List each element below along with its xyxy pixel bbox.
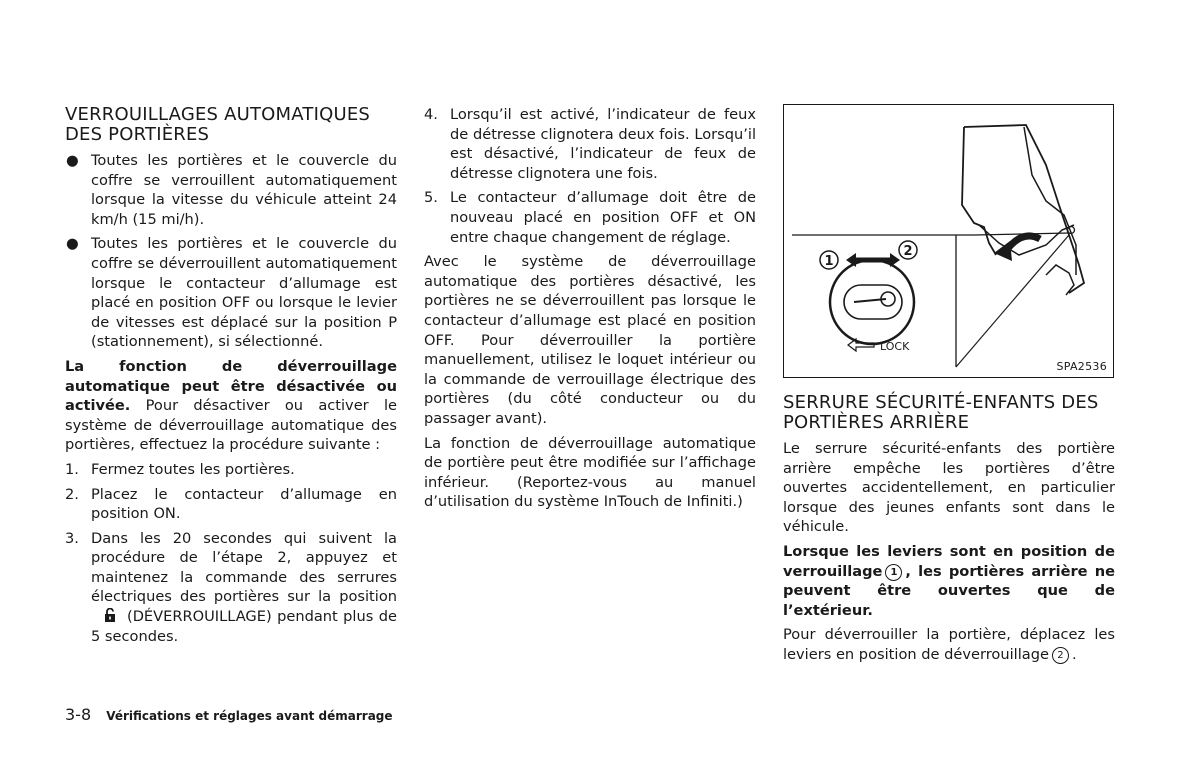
list-item: 2. Placez le contacteur d’allumage en position ON. <box>65 485 397 523</box>
lock-label: LOCK <box>880 340 910 353</box>
column-left <box>65 105 397 651</box>
paragraph-bold: Lorsque les leviers sont en position de verrouillage 1 , les portières arrière ne peuvent être ouvertes que de l’extérieur. <box>783 542 1115 619</box>
figure-code: SPA2536 <box>1056 360 1107 373</box>
column-right <box>783 393 1115 670</box>
paragraph: Pour déverrouiller la portière, déplacez les leviers en position de déverrouillage 2 . <box>783 626 1115 663</box>
paragraph: Le serrure sécurité-enfants des portière arrière empêche les portières d’être ouvertes accidentellement, en particulier lorsque des jeunes enfants sont dans le véhicule. <box>783 440 1115 536</box>
bullet-icon: ● <box>66 152 79 169</box>
marker-1-label: 1 <box>824 254 834 269</box>
page-number: 3-8 <box>65 705 92 724</box>
list-item: 3. Dans les 20 secondes qui suivent la procédure de l’étape 2, appuyez et maintenez la commande des serrures électriques des portières sur la position (DÉVERROUILLAGE) pendant plus de 5 secondes. <box>65 529 397 645</box>
section-title: Vérifications et réglages avant démarrage <box>106 709 393 723</box>
column-middle <box>424 105 756 517</box>
paragraph: La fonction de déverrouillage automatique de portière peut être modifiée sur l’affichage inférieur. (Reportez-vous au manuel d’utilisation du système InTouch de Infiniti.) <box>424 434 756 511</box>
list-item: ● Toutes les portières et le couvercle du coffre se verrouillent automatiquement lorsque la vitesse du véhicule atteint 24 km/h (15 mi/h). <box>66 152 397 228</box>
marker-2-label: 2 <box>903 244 913 259</box>
page-footer <box>65 705 393 724</box>
unlock-icon <box>103 608 117 622</box>
list-item: 4. Lorsqu’il est activé, l’indicateur de feux de détresse clignotera deux fois. Lorsqu’il est désactivé, l’indicateur de feux de détresse clignotera une fois. <box>424 106 756 182</box>
circle-2-icon: 2 <box>1052 647 1069 664</box>
list-item: 1. Fermez toutes les portières. <box>65 460 295 478</box>
paragraph: Avec le système de déverrouillage automatique des portières désactivé, les portières ne se déverrouillent pas lorsque le contacteur d’allumage est placé en position OFF. Pour déverrouiller la portière manuellement, utilisez le loquet intérieur ou la commande de verrouillage électrique des portières (du côté conducteur ou du passager avant). <box>424 253 756 427</box>
list-item: ● Toutes les portières et le couvercle du coffre se déverrouillent automatiquement lorsque le contacteur d’allumage est placé en position OFF ou lorsque le levier de vitesses est déplacé sur la position P (stationnement), si sélectionné. <box>66 235 397 351</box>
bullet-icon: ● <box>66 235 79 253</box>
circle-1-icon: 1 <box>885 564 902 581</box>
child-lock-illustration <box>784 105 1113 377</box>
heading-child-lock: SERRURE SÉCURITÉ-ENFANTS DES PORTIÈRES ARRIÈRE <box>783 392 1099 433</box>
paragraph-procedure-intro: La fonction de déverrouillage automatique peut être désactivée ou activée. Pour désactiver ou activer le système de déverrouillage automatique des portières, effectuez la procédure suivante : <box>65 357 397 454</box>
heading-auto-locks: VERROUILLAGES AUTOMATIQUES DES PORTIÈRES <box>65 104 371 145</box>
child-lock-figure <box>783 104 1114 378</box>
list-item: 5. Le contacteur d’allumage doit être de nouveau placé en position OFF et ON entre chaque changement de réglage. <box>424 189 756 246</box>
